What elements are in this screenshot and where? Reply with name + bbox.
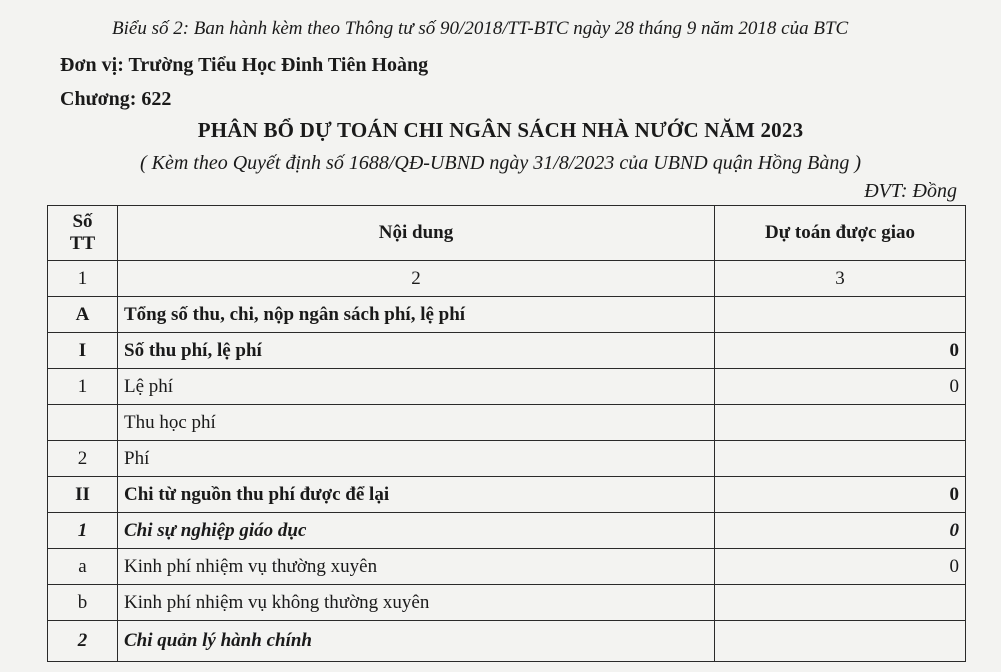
row-amount: 0 [715, 369, 966, 405]
row-content: Kinh phí nhiệm vụ không thường xuyên [118, 585, 715, 621]
currency-unit: ĐVT: Đồng [864, 180, 957, 202]
row-stt: b [48, 585, 118, 621]
table-row [48, 333, 966, 369]
table-row [48, 585, 966, 621]
row-content: Tổng số thu, chi, nộp ngân sách phí, lệ phí [118, 297, 715, 333]
row-amount: 0 [715, 477, 966, 513]
header-amount: Dự toán được giao [715, 206, 966, 261]
row-stt: I [48, 333, 118, 369]
table-row [48, 513, 966, 549]
row-stt: II [48, 477, 118, 513]
row-stt: a [48, 549, 118, 585]
row-stt: 1 [48, 513, 118, 549]
header-content: Nội dung [118, 206, 715, 261]
table-row [48, 621, 966, 662]
row-stt: 2 [48, 621, 118, 662]
row-content: Số thu phí, lệ phí [118, 333, 715, 369]
row-amount: 0 [715, 333, 966, 369]
row-content: Chi quản lý hành chính [118, 621, 715, 662]
table-row [48, 297, 966, 333]
row-stt [48, 405, 118, 441]
form-reference-note: Biểu số 2: Ban hành kèm theo Thông tư số 90/2018/TT-BTC ngày 28 tháng 9 năm 2018 của BTC [112, 18, 849, 39]
row-stt: 1 [48, 369, 118, 405]
document-title: PHÂN BỔ DỰ TOÁN CHI NGÂN SÁCH NHÀ NƯỚC NĂM 2023 [197, 118, 804, 142]
column-number: 2 [118, 261, 715, 297]
row-content: Thu học phí [118, 405, 715, 441]
row-amount [715, 585, 966, 621]
column-number: 3 [715, 261, 966, 297]
row-amount [715, 621, 966, 662]
row-content: Lệ phí [118, 369, 715, 405]
row-content: Chi sự nghiệp giáo dục [118, 513, 715, 549]
row-amount [715, 441, 966, 477]
table-row [48, 549, 966, 585]
table-row [48, 477, 966, 513]
header-stt: Số TT [48, 206, 118, 261]
row-amount [715, 405, 966, 441]
row-stt: 2 [48, 441, 118, 477]
table-row [48, 405, 966, 441]
row-content: Chi từ nguồn thu phí được để lại [118, 477, 715, 513]
row-content: Phí [118, 441, 715, 477]
table-row [48, 369, 966, 405]
row-amount: 0 [715, 549, 966, 585]
row-amount [715, 297, 966, 333]
budget-table [47, 205, 966, 662]
document-subtitle: ( Kèm theo Quyết định số 1688/QĐ-UBND ngày 31/8/2023 của UBND quận Hồng Bàng ) [139, 152, 862, 174]
chapter-code: Chương: 622 [60, 88, 172, 110]
unit-name: Đơn vị: Trường Tiểu Học Đinh Tiên Hoàng [60, 54, 429, 76]
row-stt: A [48, 297, 118, 333]
row-content: Kinh phí nhiệm vụ thường xuyên [118, 549, 715, 585]
table-header-row [48, 206, 966, 261]
column-number-row [48, 261, 966, 297]
table-row [48, 441, 966, 477]
row-amount: 0 [715, 513, 966, 549]
column-number: 1 [48, 261, 118, 297]
